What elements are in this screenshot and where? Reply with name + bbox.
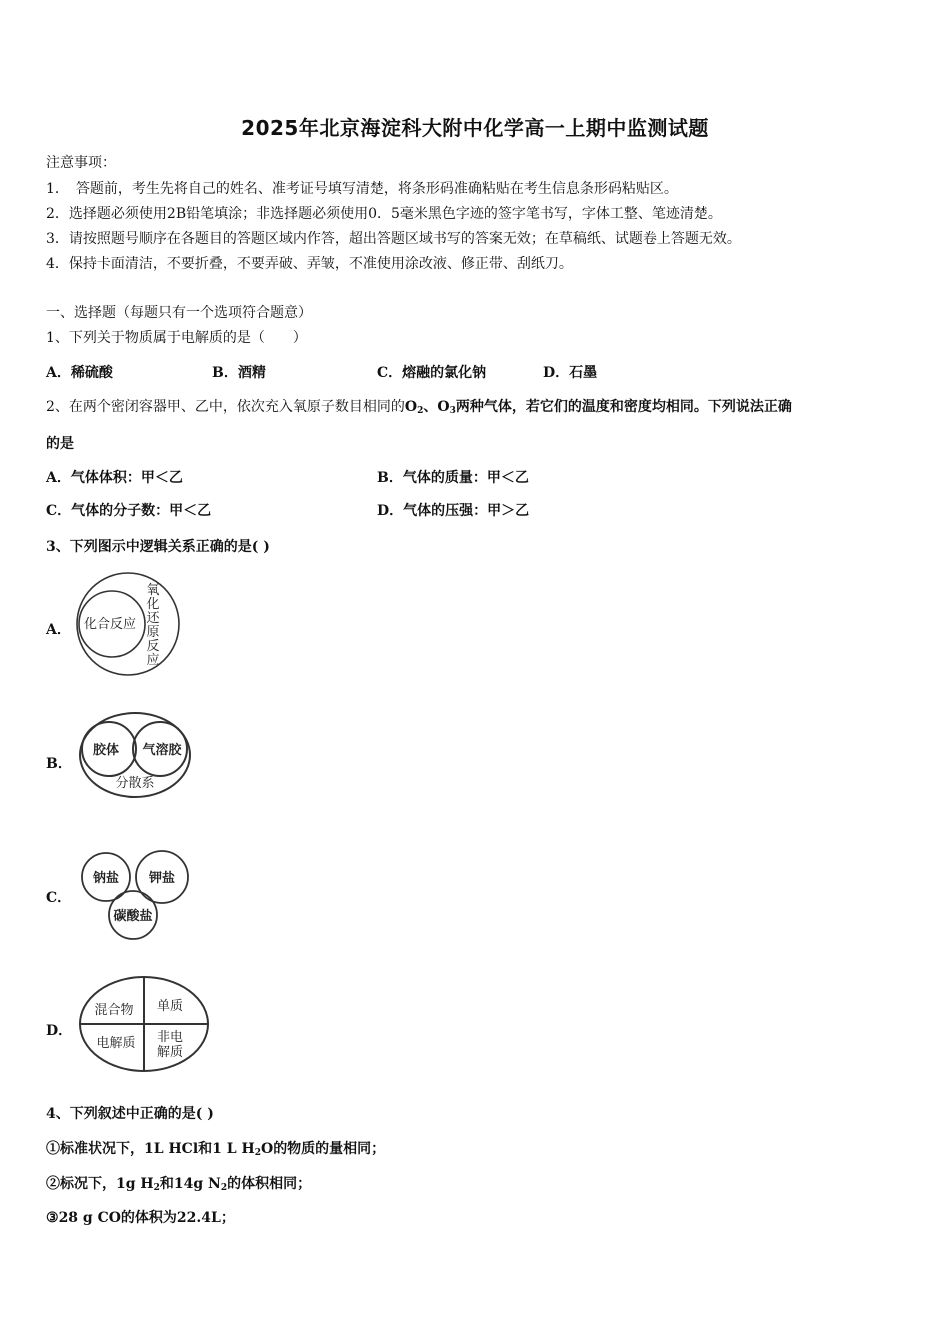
diagram-c-label-2: 钾盐 (148, 871, 176, 886)
q2-o2: O (404, 399, 418, 415)
q3-stem: 3、下列图示中逻辑关系正确的是( ) (46, 539, 270, 555)
diagram-a-char-2: 化 (146, 597, 160, 612)
diagram-c (80, 852, 192, 940)
diagram-d-bottom-right-label-2: 解质 (156, 1045, 184, 1060)
q4-s3-e: ； (220, 1210, 235, 1226)
q4-statement-1 (46, 1138, 385, 1158)
q4-s2-d: 14g N (173, 1176, 221, 1192)
diagram-d-bottom-right-label-1: 非电 (156, 1030, 184, 1045)
q2-stem-end: 的是 (46, 436, 74, 452)
q4-stem: 4、下列叙述中正确的是( ) (46, 1106, 214, 1122)
q1-stem: 1、下列关于物质属于电解质的是（ ） (46, 330, 307, 346)
diagram-d-top-right-label: 单质 (156, 999, 184, 1014)
q4-s1-a: ①标准状况下， (46, 1141, 144, 1157)
q4-s1-sub: 2 (254, 1148, 261, 1158)
diagram-a-char-1: 氧 (146, 583, 160, 598)
notice-item-1: 1． 答题前，考生先将自己的姓名、准考证号填写清楚，将条形码准确粘贴在考生信息条形码粘贴区。 (46, 181, 678, 197)
diagram-b (78, 711, 192, 801)
q2-sep: 、 (423, 399, 438, 415)
notice-item-2: 2．选择题必须使用2B铅笔填涂；非选择题必须使用0．5毫米黑色字迹的签字笔书写，字体工整、笔迹清楚。 (46, 206, 722, 222)
q2-o3-sub: 3 (449, 406, 456, 416)
diagram-a-char-3: 还 (146, 611, 160, 626)
q4-s3-d: 22.4L (176, 1210, 221, 1226)
q4-s1-b: 1L HCl (144, 1141, 199, 1157)
q2-option-b: B．气体的质量：甲＜乙 (377, 470, 529, 486)
diagram-a-char-5: 反 (146, 639, 160, 654)
q4-s2-b: 1g H (116, 1176, 154, 1192)
q2-stem-part-a: 2、在两个密闭容器甲、乙中，依次充入氧原子数目相同的 (46, 399, 405, 415)
diagram-a-char-4: 原 (146, 625, 160, 640)
q1-option-b: B．酒精 (212, 365, 266, 381)
q4-s1-f: 的物质的量相同； (273, 1141, 386, 1157)
diagram-a-inner-label: 化合反应 (83, 617, 137, 632)
notice-item-4: 4．保持卡面清洁，不要折叠，不要弄破、弄皱，不准使用涂改液、修正带、刮纸刀。 (46, 256, 573, 272)
q4-s3-b: 28 g CO (58, 1210, 121, 1226)
q4-s2-e: 的体积相同； (227, 1176, 312, 1192)
q4-s1-e: O (260, 1141, 274, 1157)
q1-option-a: A．稀硫酸 (46, 365, 113, 381)
q4-s2-sub2: 2 (220, 1183, 228, 1193)
q4-s3-a: ③ (46, 1210, 59, 1226)
diagram-a-char-6: 应 (146, 653, 160, 668)
q2-stem (46, 396, 792, 416)
diagram-d-bottom-left-label: 电解质 (96, 1036, 136, 1051)
diagram-b-outer-label: 分散系 (115, 776, 155, 791)
q4-s3-c: 的体积为 (120, 1210, 177, 1226)
q4-s2-sub1: 2 (153, 1183, 160, 1193)
q3-label-d: D． (46, 1023, 73, 1039)
notice-heading: 注意事项： (46, 155, 116, 171)
q4-statement-3 (46, 1207, 235, 1227)
diagram-d-top-left-label: 混合物 (94, 1003, 134, 1018)
q2-option-a: A．气体体积：甲＜乙 (46, 470, 183, 486)
q4-s2-c: 和 (159, 1176, 174, 1192)
q1-option-c: C．熔融的氯化钠 (377, 365, 487, 381)
diagram-b-left-label: 胶体 (92, 743, 120, 758)
diagram-b-right-label: 气溶胶 (142, 743, 182, 758)
q3-label-a: A． (46, 622, 71, 638)
diagram-c-label-1: 钠盐 (92, 871, 120, 886)
notice-item-3: 3．请按照题号顺序在各题目的答题区域内作答，超出答题区域书写的答案无效；在草稿纸、试题卷上答题无效。 (46, 231, 741, 247)
q3-label-b: B． (46, 756, 72, 772)
q2-stem-part-b: 两种气体，若它们的温度和密度均相同。下列说法正确 (455, 399, 792, 415)
page-title: 2025年北京海淀科大附中化学高一上期中监测试题 (241, 116, 709, 140)
q4-s1-d: 1 L H (212, 1141, 255, 1157)
section-heading: 一、选择题（每题只有一个选项符合题意） (46, 305, 312, 321)
q2-o2-sub: 2 (417, 406, 424, 416)
q1-option-d: D．石墨 (543, 365, 598, 381)
q2-option-d: D．气体的压强：甲＞乙 (377, 503, 530, 519)
diagram-a (76, 572, 186, 678)
diagram-c-label-3: 碳酸盐 (113, 909, 153, 924)
q4-statement-2 (46, 1173, 311, 1193)
q4-s2-a: ②标况下， (46, 1176, 116, 1192)
q3-label-c: C． (46, 890, 72, 906)
q4-s1-c: 和 (198, 1141, 213, 1157)
q2-o3: O (437, 399, 450, 415)
diagram-d (78, 975, 210, 1073)
q2-option-c: C．气体的分子数：甲＜乙 (46, 503, 212, 519)
